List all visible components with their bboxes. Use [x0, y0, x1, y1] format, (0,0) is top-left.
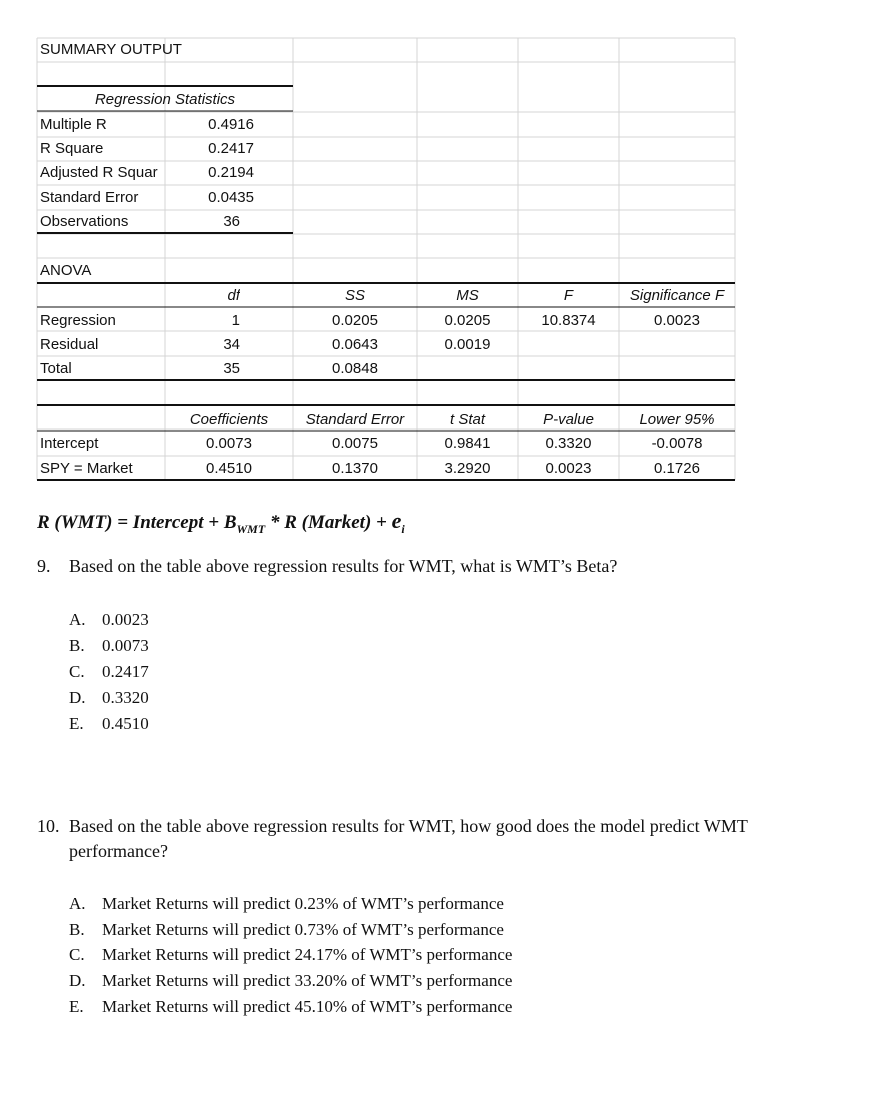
anova-ss: 0.0205 — [332, 312, 378, 329]
anova-df: 35 — [223, 360, 240, 377]
q10-option-a — [69, 891, 504, 917]
anova-header-f: F — [563, 287, 574, 304]
coef-t-stat: 0.9841 — [444, 435, 491, 452]
anova-header-ms: MS — [456, 287, 479, 304]
question-9-text: Based on the table above regression results for WMT, what is WMT’s Beta? — [69, 556, 618, 576]
coef-lower-95: 0.1726 — [654, 460, 700, 477]
coef-header-p-value: P-value — [543, 411, 594, 428]
anova-header-significance-f: Significance F — [629, 287, 725, 304]
coef-row-label: SPY = Market — [40, 460, 133, 477]
option-letter: D. — [69, 688, 86, 707]
coef-row-label: Intercept — [40, 435, 99, 452]
option-letter: A. — [69, 610, 86, 629]
coef-p-value: 0.0023 — [545, 460, 592, 477]
option-letter: B. — [69, 636, 85, 655]
anova-ms: 0.0205 — [444, 312, 491, 329]
equation-left: R (WMT) = Intercept + B — [37, 512, 237, 533]
option-letter: D. — [69, 971, 86, 990]
coef-header-lower-95: Lower 95% — [639, 411, 715, 428]
coef-header-standard-error: Standard Error — [305, 411, 405, 428]
question-10-text-line-1: Based on the table above regression results for WMT, how good does the model predict WMT — [69, 816, 748, 836]
anova-row-label: Total — [40, 360, 72, 377]
anova-df: 34 — [223, 336, 240, 353]
stat-label: Observations — [40, 213, 129, 230]
equation-middle: * R (Market) + — [265, 512, 392, 533]
anova-f: 10.8374 — [541, 312, 596, 329]
equation-error-subscript: i — [401, 521, 405, 536]
q10-option-d — [69, 968, 512, 994]
q10-option-b — [69, 917, 504, 943]
stat-value: 0.4916 — [208, 116, 254, 133]
stat-label: Standard Error — [40, 189, 139, 206]
stat-value: 0.0435 — [208, 189, 254, 206]
stat-value: 36 — [223, 213, 240, 230]
anova-significance-f: 0.0023 — [654, 312, 700, 329]
q9-option-c — [69, 659, 149, 685]
option-text: Market Returns will predict 0.73% of WMT’s performance — [102, 920, 504, 939]
coef-standard-error: 0.1370 — [332, 460, 378, 477]
coef-standard-error: 0.0075 — [332, 435, 378, 452]
question-10-text-line-2: performance? — [69, 841, 168, 861]
regression-equation — [37, 508, 405, 542]
stat-label: Multiple R — [40, 116, 107, 133]
coef-value: 0.0073 — [206, 435, 252, 452]
coef-t-stat: 3.2920 — [444, 460, 491, 477]
anova-header-df: df — [227, 287, 240, 304]
summary-output-title: SUMMARY OUTPUT — [40, 41, 182, 58]
option-text: 0.2417 — [102, 662, 149, 681]
option-text: Market Returns will predict 45.10% of WMT’s performance — [102, 997, 513, 1016]
stat-value: 0.2194 — [208, 164, 254, 181]
anova-ms: 0.0019 — [444, 336, 491, 353]
option-text: 0.0023 — [102, 610, 149, 629]
q9-option-a — [69, 607, 149, 633]
option-text: 0.4510 — [102, 714, 149, 733]
anova-ss: 0.0643 — [332, 336, 378, 353]
question-10-number: 10. — [37, 816, 60, 836]
anova-row-label: Residual — [40, 336, 99, 353]
option-letter: E. — [69, 714, 84, 733]
q9-option-e — [69, 711, 149, 737]
coef-header-coefficients: Coefficients — [189, 411, 269, 428]
q9-option-d — [69, 685, 149, 711]
equation-error-term: e — [391, 508, 402, 533]
q9-option-b — [69, 633, 149, 659]
option-letter: E. — [69, 997, 84, 1016]
anova-df: 1 — [231, 312, 240, 329]
option-text: Market Returns will predict 24.17% of WMT’s performance — [102, 945, 513, 964]
q10-option-e — [69, 994, 512, 1020]
anova-row-label: Regression — [40, 312, 116, 329]
coef-value: 0.4510 — [206, 460, 252, 477]
stat-label: Adjusted R Squar — [40, 164, 158, 181]
stat-label: R Square — [40, 140, 104, 157]
option-letter: C. — [69, 662, 85, 681]
regression-statistics-header: Regression Statistics — [94, 91, 236, 108]
coef-lower-95: -0.0078 — [651, 435, 703, 452]
option-letter: C. — [69, 945, 85, 964]
coef-header-t-stat: t Stat — [449, 411, 486, 428]
anova-ss: 0.0848 — [332, 360, 378, 377]
option-letter: A. — [69, 894, 86, 913]
question-9-number: 9. — [37, 556, 51, 576]
q10-option-c — [69, 942, 512, 968]
option-letter: B. — [69, 920, 85, 939]
coef-p-value: 0.3320 — [545, 435, 592, 452]
equation-beta-subscript: WMT — [236, 521, 266, 536]
option-text: 0.3320 — [102, 688, 149, 707]
option-text: 0.0073 — [102, 636, 149, 655]
stat-value: 0.2417 — [208, 140, 254, 157]
anova-title: ANOVA — [40, 262, 92, 279]
option-text: Market Returns will predict 33.20% of WMT’s performance — [102, 971, 513, 990]
anova-header-ss: SS — [344, 287, 365, 304]
option-text: Market Returns will predict 0.23% of WMT’s performance — [102, 894, 504, 913]
